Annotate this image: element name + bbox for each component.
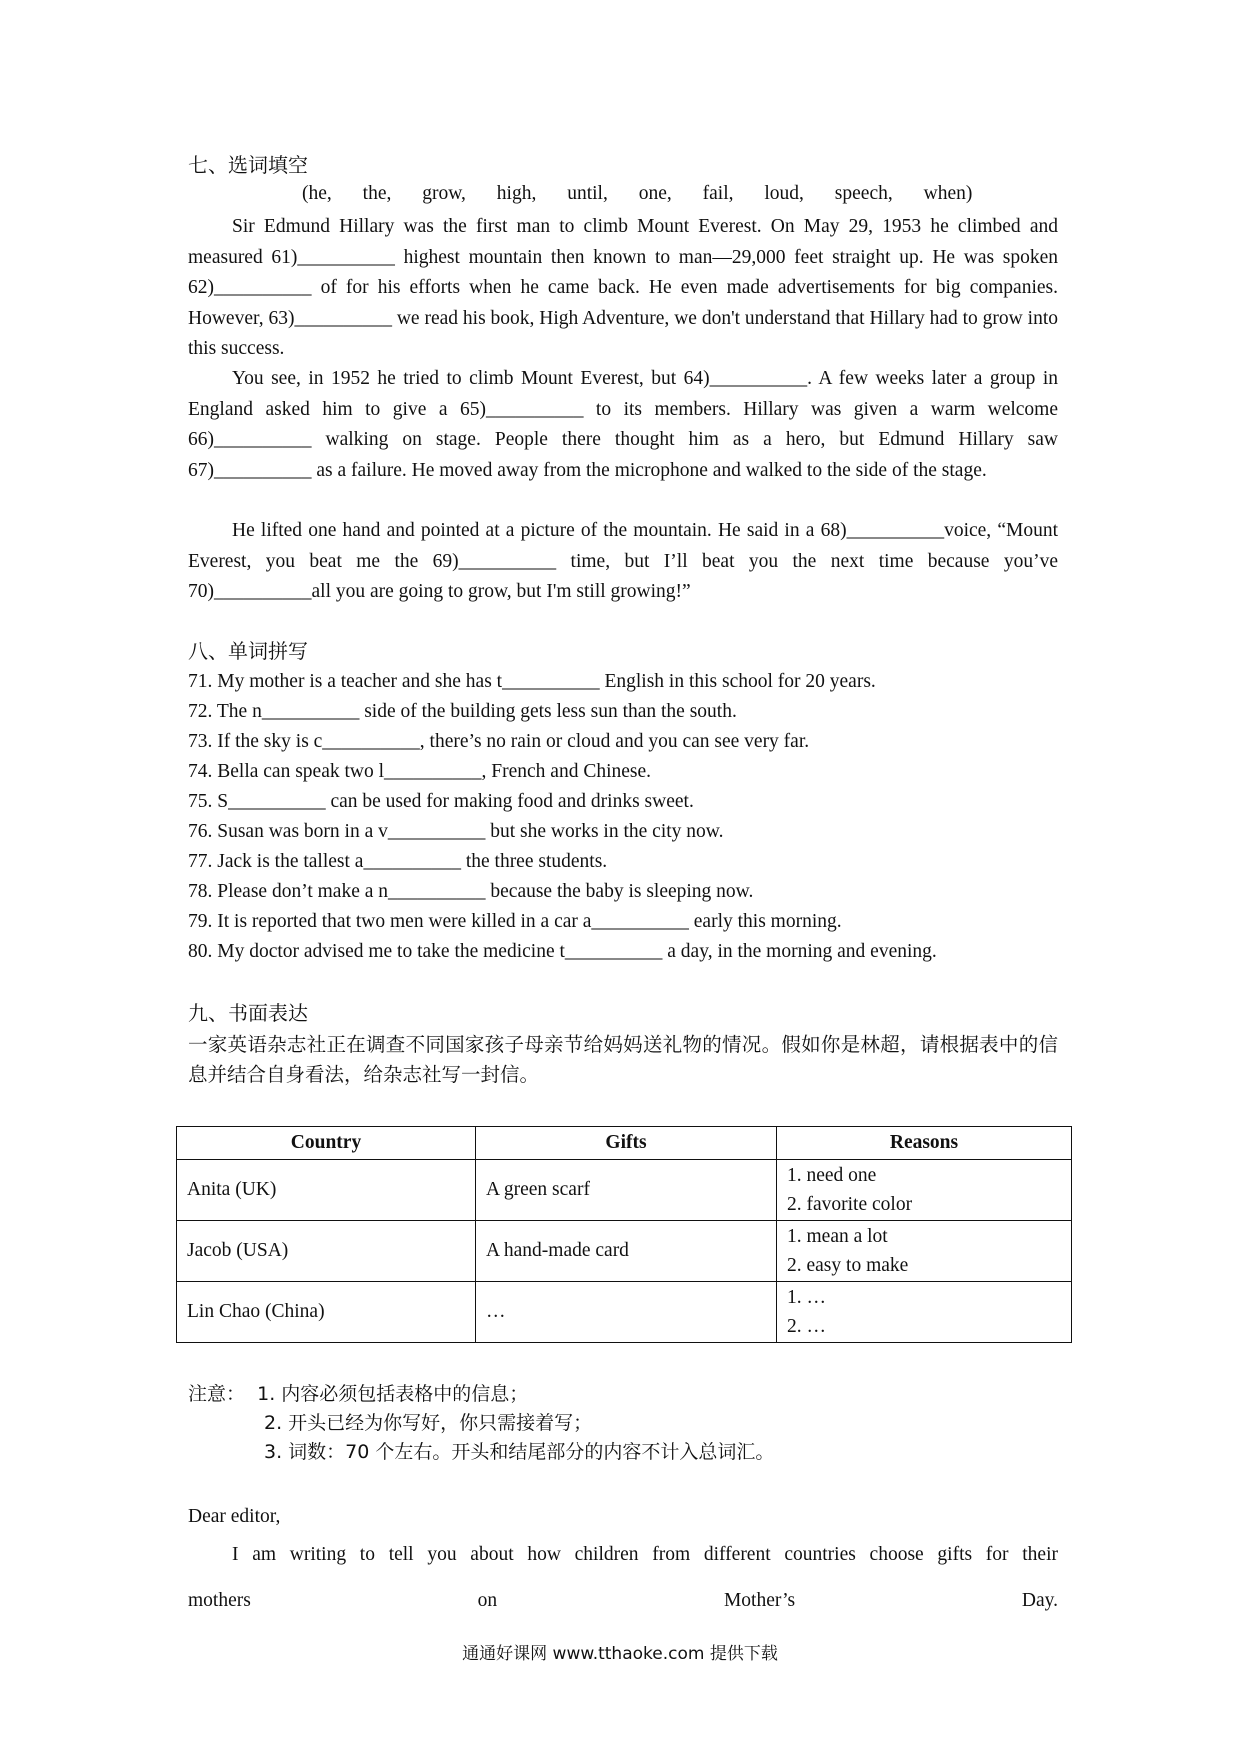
table-cell-reasons: [777, 1282, 1072, 1343]
letter-line: mothers on Mother’s Day.: [188, 1590, 1058, 1611]
table-cell-gift: A green scarf: [476, 1160, 777, 1221]
table-row: [177, 1160, 1072, 1221]
spelling-item: 71. My mother is a teacher and she has t__________ English in this school for 20 years.: [188, 671, 876, 692]
section9-heading: 九、书面表达: [188, 1001, 308, 1025]
reason-item: 2. favorite color: [787, 1194, 913, 1215]
table-header-country: Country: [177, 1127, 476, 1160]
letter-line: I am writing to tell you about how children from different countries choose gifts for their: [232, 1544, 1058, 1565]
reason-item: 1. mean a lot: [787, 1226, 888, 1247]
spelling-item: 77. Jack is the tallest a__________ the three students.: [188, 851, 608, 872]
word-bank-item: speech,: [834, 183, 893, 204]
word-bank-item: one,: [638, 183, 672, 204]
reason-item: 2. easy to make: [787, 1255, 909, 1276]
word-bank-item: the,: [362, 183, 392, 204]
table-row: [177, 1221, 1072, 1282]
word-bank-item: until,: [567, 183, 608, 204]
table-header-reasons: Reasons: [777, 1127, 1072, 1160]
spelling-item: 78. Please don’t make a n__________ because the baby is sleeping now.: [188, 881, 754, 902]
passage-paragraph-3: He lifted one hand and pointed at a picture of the mountain. He said in a 68)__________voice, “Mount Everest, you beat me the 69)__________ time, but I’ll beat you the next time because you’ve 70)__________all you are going to grow, but I'm still growing!”: [188, 520, 1058, 602]
table-cell-gift: …: [476, 1282, 777, 1343]
word-bank-item: loud,: [764, 183, 804, 204]
word-bank-item: (he,: [302, 183, 332, 204]
passage-paragraph-2: You see, in 1952 he tried to climb Mount Everest, but 64)__________. A few weeks later a group in England asked him to give a 65)__________ to its members. Hillary was given a warm welcome 66)__________ walking on stage. People there thought him as a hero, but Edmund Hillary saw 67)__________ as a failure. He moved away from the microphone and walked to the side of the stage.: [188, 368, 1058, 481]
section8-heading: 八、单词拼写: [188, 639, 308, 663]
page-footer: 通通好课网 www.tthaoke.com 提供下载: [462, 1644, 778, 1664]
passage-paragraph-1: Sir Edmund Hillary was the first man to climb Mount Everest. On May 29, 1953 he climbed and measured 61)__________ highest mountain then known to man—29,000 feet straight up. He was spoken 62)__________ of for his efforts when he came back. He even made advertisements for big companies. However, 63)__________ we read his book, High Adventure, we don't understand that Hillary had to grow into this success.: [188, 216, 1058, 359]
word-bank-item: when): [923, 183, 973, 204]
gift-info-table: [176, 1126, 1072, 1343]
table-cell-reasons: [777, 1221, 1072, 1282]
spelling-item: 80. My doctor advised me to take the medicine t__________ a day, in the morning and evening.: [188, 941, 937, 962]
spelling-item: 74. Bella can speak two l__________, French and Chinese.: [188, 761, 652, 782]
table-cell-country: Jacob (USA): [177, 1221, 476, 1282]
notes-label: 注意：: [188, 1383, 246, 1405]
spelling-item: 79. It is reported that two men were killed in a car a__________ early this morning.: [188, 911, 842, 932]
table-cell-country: Lin Chao (China): [177, 1282, 476, 1343]
spelling-item: 76. Susan was born in a v__________ but she works in the city now.: [188, 821, 724, 842]
section7-heading: 七、选词填空: [188, 153, 308, 177]
table-cell-country: Anita (UK): [177, 1160, 476, 1221]
table-header-gifts: Gifts: [476, 1127, 777, 1160]
note-item: 2. 开头已经为你写好，你只需接着写；: [264, 1412, 593, 1434]
word-bank-item: fail,: [702, 183, 734, 204]
writing-instruction: 一家英语杂志社正在调查不同国家孩子母亲节给妈妈送礼物的情况。假如你是林超，请根据表中的信息并结合自身看法，给杂志社写一封信。: [188, 1033, 1058, 1086]
table-cell-gift: A hand-made card: [476, 1221, 777, 1282]
note-item: 1. 内容必须包括表格中的信息；: [257, 1383, 529, 1405]
reason-item: 2. …: [787, 1316, 826, 1337]
spelling-item: 73. If the sky is c__________, there’s no rain or cloud and you can see very far.: [188, 731, 810, 752]
spelling-item: 72. The n__________ side of the building gets less sun than the south.: [188, 701, 737, 722]
table-cell-reasons: [777, 1160, 1072, 1221]
letter-salutation: Dear editor,: [188, 1506, 281, 1527]
reason-item: 1. …: [787, 1287, 826, 1308]
reason-item: 1. need one: [787, 1165, 877, 1186]
table-row: [177, 1282, 1072, 1343]
word-bank-item: grow,: [422, 183, 466, 204]
writing-notes: [188, 1380, 774, 1467]
word-bank: [302, 183, 998, 205]
word-bank-item: high,: [496, 183, 537, 204]
spelling-item: 75. S__________ can be used for making food and drinks sweet.: [188, 791, 694, 812]
note-item: 3. 词数：70 个左右。开头和结尾部分的内容不计入总词汇。: [264, 1441, 775, 1463]
